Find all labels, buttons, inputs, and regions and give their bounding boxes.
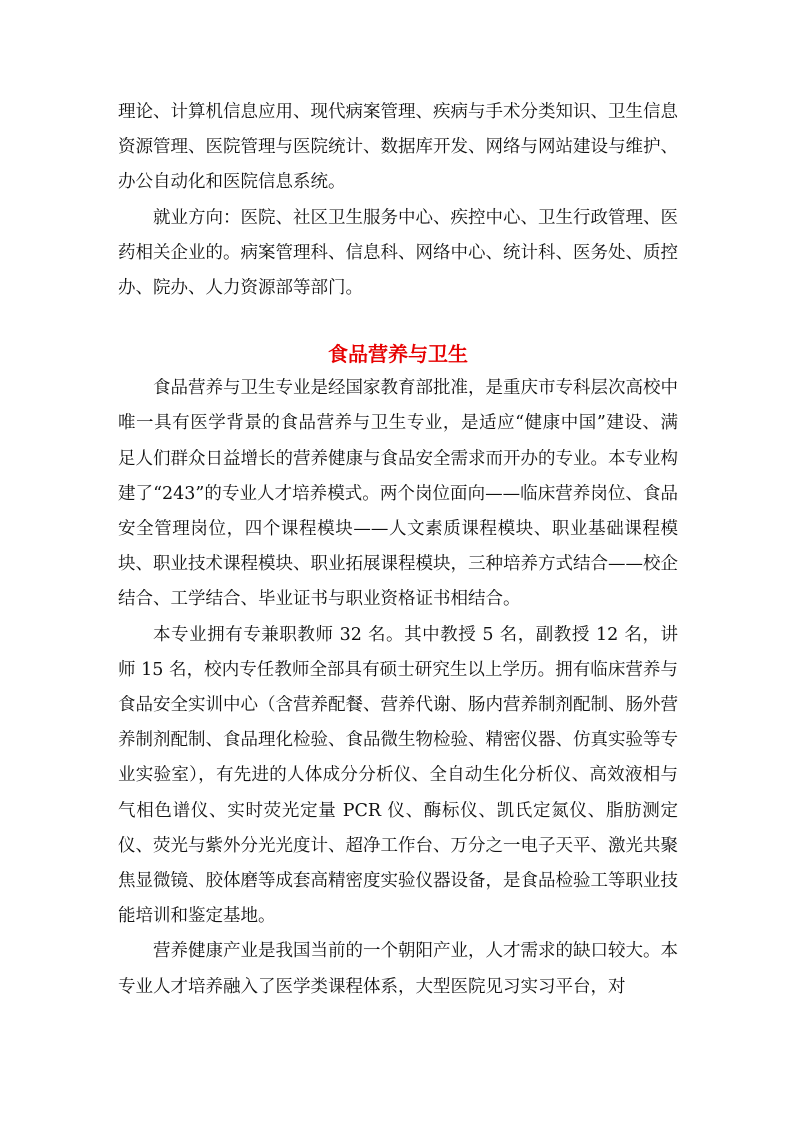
section-title: 食品营养与卫生	[328, 342, 468, 367]
employment-direction-paragraph: 就业方向：医院、社区卫生服务中心、疾控中心、卫生行政管理、医药相关企业的。病案管理科、信息科、网络中心、统计科、医务处、质控办、院办、人力资源部等部门。	[118, 207, 678, 299]
industry-demand-paragraph: 营养健康产业是我国当前的一个朝阳产业，人才需求的缺口较大。本专业人才培养融入了医学类课程体系，大型医院见习实习平台，对	[118, 941, 678, 997]
faculty-facilities-paragraph: 本专业拥有专兼职教师 32 名。其中教授 5 名，副教授 12 名，讲师 15 名，校内专任教师全部具有硕士研究生以上学历。拥有临床营养与食品安全实训中心（含营养配餐、营养代谢、肠内营养制剂配制、肠外营养制剂配制、食品理化检验、食品微生物检验、精密仪器、仿真实验等专业实验室），有先进的人体成分分析仪、全自动生化分析仪、高效液相与气相色谱仪、实时荧光定量 PCR 仪、酶标仪、凯氏定氮仪、脂肪测定仪、荧光与紫外分光光度计、超净工作台、万分之一电子天平、激光共聚焦显微镜、胶体磨等成套高精密度实验仪器设备，是食品检验工等职业技能培训和鉴定基地。	[118, 624, 678, 927]
body-paragraph: 理论、计算机信息应用、现代病案管理、疾病与手术分类知识、卫生信息资源管理、医院管理与医院统计、数据库开发、网络与网站建设与维护、办公自动化和医院信息系统。	[118, 102, 678, 193]
document-body	[118, 95, 678, 1005]
section-intro-paragraph: 食品营养与卫生专业是经国家教育部批准，是重庆市专科层次高校中唯一具有医学背景的食品营养与卫生专业，是适应“健康中国”建设、满足人们群众日益增长的营养健康与食品安全需求而开办的专业。本专业构建了“243”的专业人才培养模式。两个岗位面向——临床营养岗位、食品安全管理岗位，四个课程模块——人文素质课程模块、职业基础课程模块、职业技术课程模块、职业拓展课程模块，三种培养方式结合——校企结合、工学结合、毕业证书与职业资格证书相结合。	[118, 378, 678, 610]
